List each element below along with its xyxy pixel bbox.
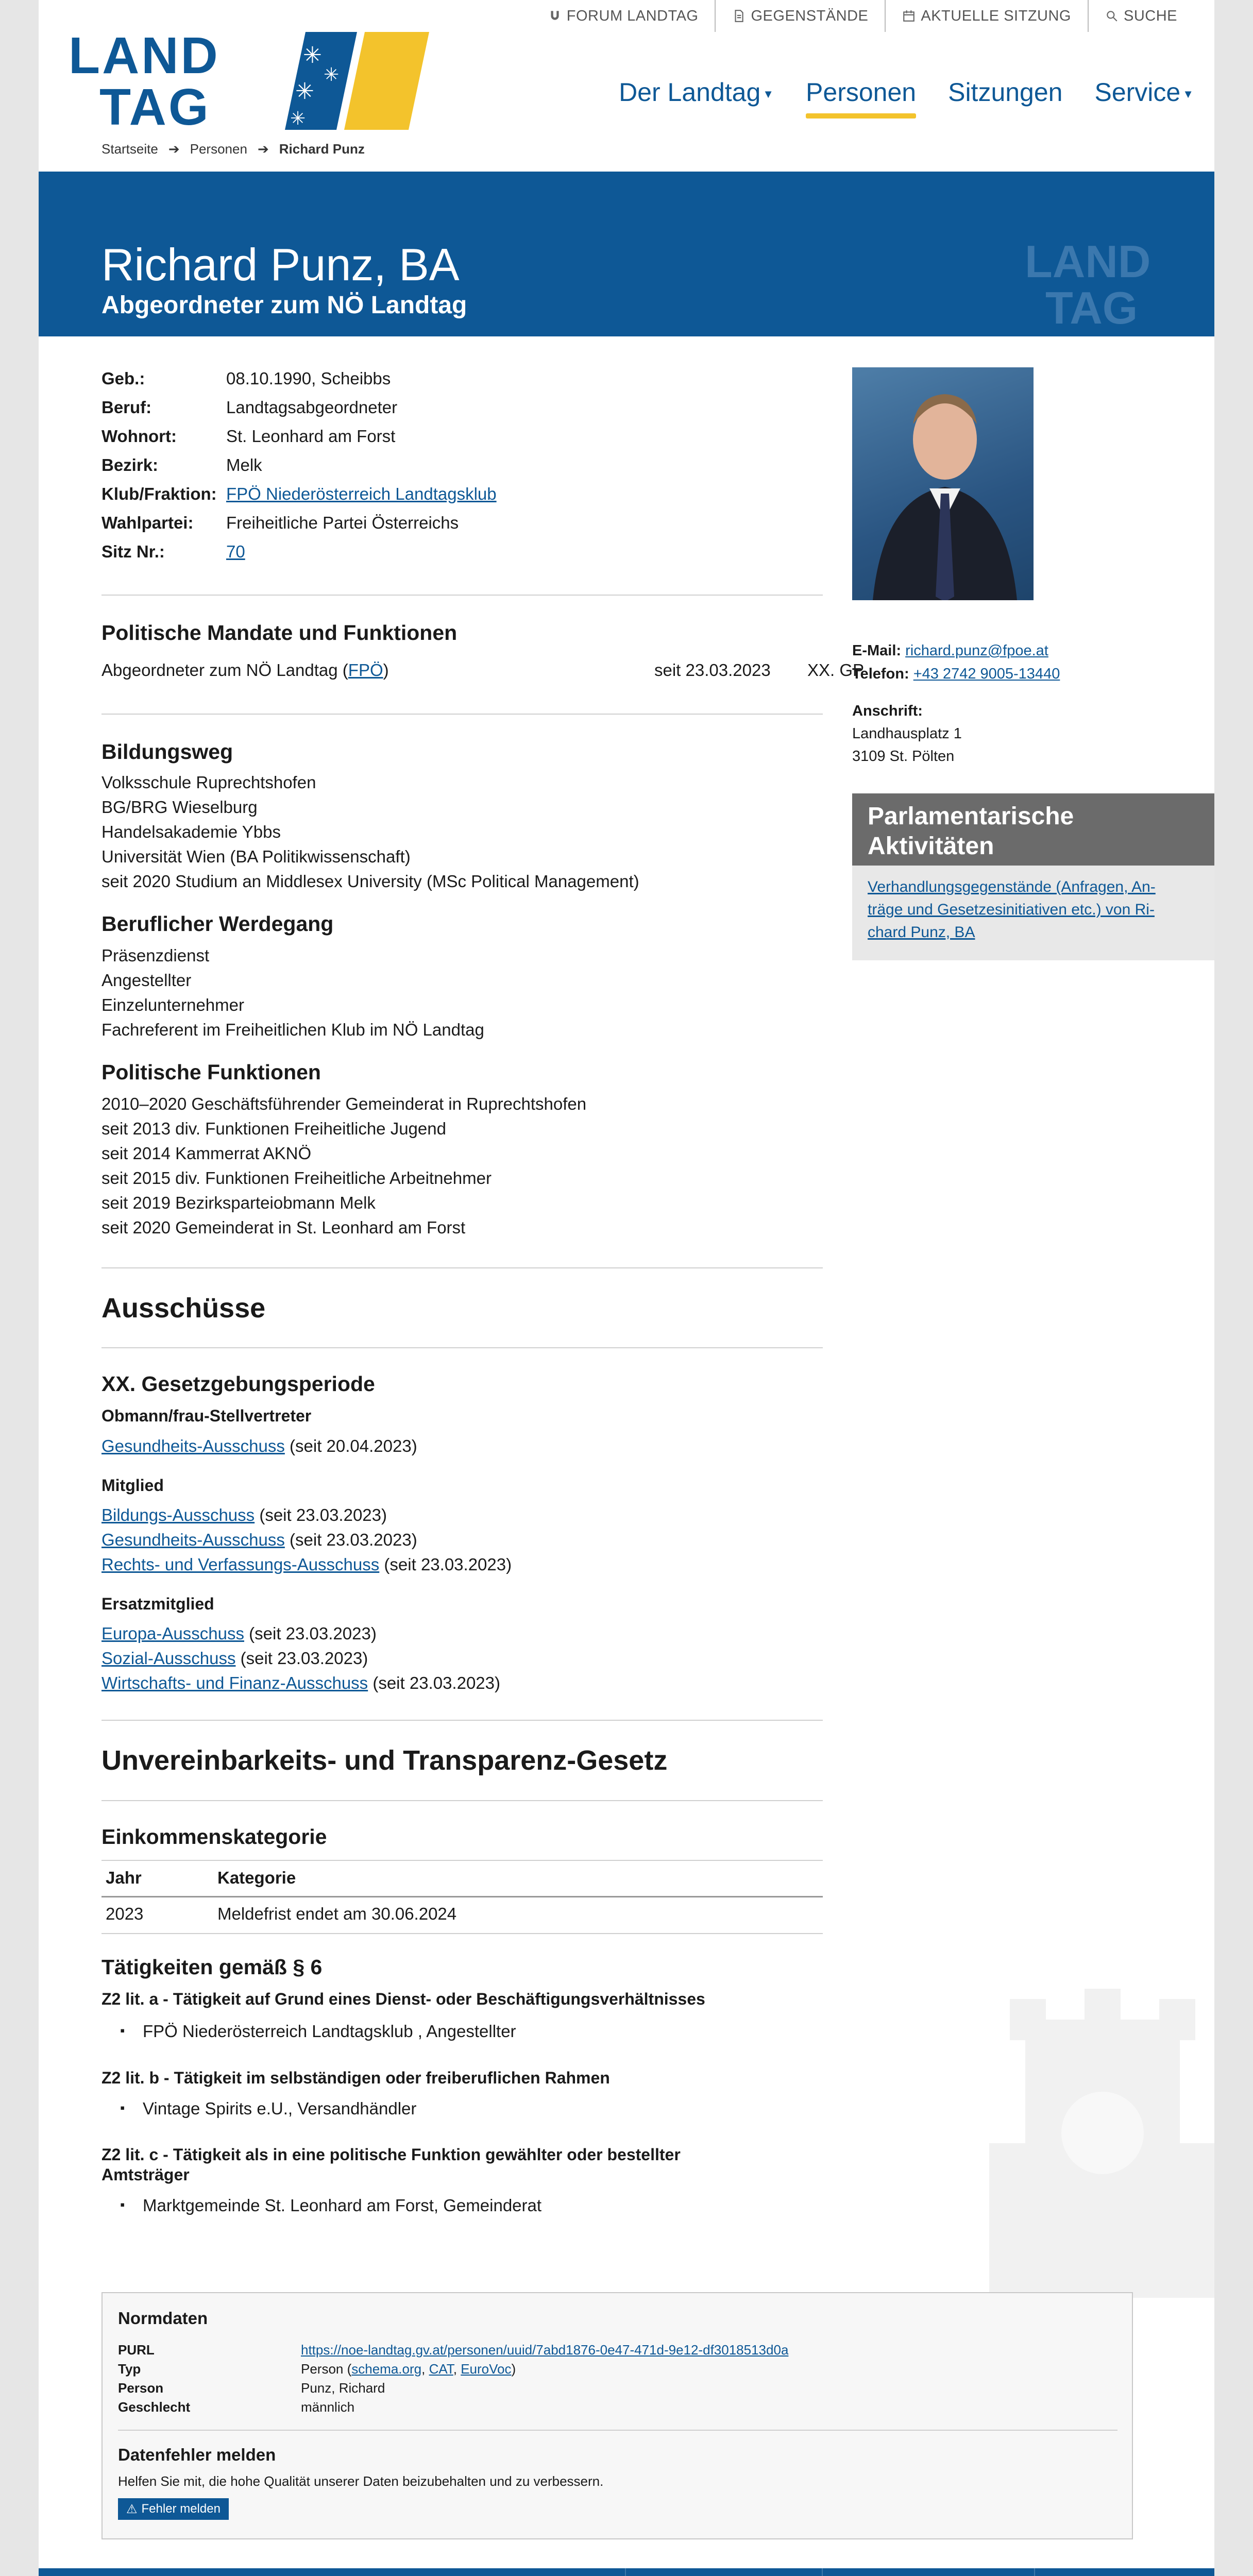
forum-link-label: FORUM LANDTAG	[566, 7, 699, 24]
list-item: Einzelunternehmer	[101, 995, 244, 1014]
breadcrumb	[101, 141, 365, 157]
nav-personen[interactable]: Personen	[806, 77, 916, 118]
divider	[101, 1800, 823, 1801]
svg-text:LAND: LAND	[1025, 241, 1151, 287]
divider	[1034, 2568, 1035, 2576]
contact-phone: Telefon: +43 2742 9005-13440	[852, 666, 1060, 682]
list-item: Fachreferent im Freiheitlichen Klub im NÖ Landtag	[101, 1020, 484, 1039]
normdaten-box: Normdaten PURL https://noe-landtag.gv.at/personen/uuid/7abd1876-0e47-471d-9e12-df3018513d0a Typ Person (schema.org, CAT, EuroVoc) Person Punz, Richard Geschlecht männlich Datenfehler melden Helfen Sie mit, die hohe Qualität unserer Daten beizubehalten und zu verbessern. ⚠ Fehler melden	[101, 2292, 1133, 2539]
committee-item: Gesundheits-Ausschuss (seit 23.03.2023)	[101, 1530, 417, 1549]
list-item: Handelsakademie Ybbs	[101, 822, 281, 841]
aktivitaeten-heading: Parlamentarische Aktivitäten	[852, 793, 1214, 866]
sitz-link[interactable]: 70	[226, 542, 245, 561]
calendar-icon	[902, 9, 916, 23]
address-line: 3109 St. Pölten	[852, 748, 955, 765]
list-item: Volksschule Ruprechtshofen	[101, 773, 316, 792]
schema-org-link[interactable]: schema.org	[351, 2361, 422, 2377]
svg-text:✳: ✳	[324, 64, 340, 85]
document-icon	[732, 9, 746, 23]
portrait-photo	[852, 367, 1034, 600]
ausschuesse-heading: Ausschüsse	[101, 1293, 266, 1324]
svg-text:✳: ✳	[303, 43, 322, 68]
period-heading: XX. Gesetzgebungsperiode	[101, 1372, 375, 1396]
portrait-image	[852, 367, 1034, 600]
list-item: Präsenzdienst	[101, 946, 210, 965]
divider	[101, 1347, 823, 1348]
fpoe-link[interactable]: FPÖ	[348, 660, 383, 680]
fehler-melden-button[interactable]: ⚠ Fehler melden	[118, 2498, 229, 2520]
list-item: seit 2020 Studium an Middlesex University (MSc Political Management)	[101, 872, 639, 891]
email-link[interactable]: richard.punz@fpoe.at	[905, 642, 1048, 659]
address-line: Landhausplatz 1	[852, 725, 962, 742]
group-heading: Obmann/frau-Stellvertreter	[101, 1406, 312, 1425]
aktuelle-sitzung-link[interactable]	[885, 0, 1088, 32]
contact-email: E-Mail: richard.punz@fpoe.at	[852, 642, 1048, 659]
group-heading: Ersatzmitglied	[101, 1595, 214, 1613]
table-header-jahr: Jahr	[106, 1868, 142, 1887]
funktionen-heading: Politische Funktionen	[101, 1060, 321, 1084]
committee-link[interactable]: Bildungs-Ausschuss	[101, 1505, 255, 1524]
nav-sitzungen[interactable]: Sitzungen	[948, 78, 1063, 107]
svg-text:LAND: LAND	[69, 32, 220, 84]
footer	[39, 2568, 1214, 2576]
breadcrumb-personen[interactable]: Personen	[190, 141, 247, 157]
svg-text:✳: ✳	[295, 79, 314, 104]
divider	[822, 2568, 823, 2576]
committee-item: Wirtschafts- und Finanz-Ausschuss (seit 23.03.2023)	[101, 1673, 501, 1692]
table-cell-kategorie: Meldefrist endet am 30.06.2024	[217, 1904, 457, 1923]
table-border	[101, 1860, 823, 1861]
table-border	[101, 1933, 823, 1934]
search-link[interactable]	[1088, 0, 1194, 32]
werdegang-heading: Beruflicher Werdegang	[101, 912, 334, 936]
arrow-right-icon: ➔	[168, 141, 180, 157]
caret-down-icon: ▼	[763, 87, 774, 100]
list-item: Universität Wien (BA Politikwissenschaft)	[101, 847, 411, 866]
verhandlungsgegenstaende-link[interactable]: Verhandlungsgegenstände (Anfragen, An- träge und Gesetzesinitiativen etc.) von Ri- chard Punz, BA	[868, 878, 1156, 941]
divider	[101, 1267, 823, 1268]
klub-link[interactable]: FPÖ Niederösterreich Landtagsklub	[226, 484, 497, 503]
einkommen-heading: Einkommenskategorie	[101, 1825, 327, 1849]
fehler-text: Helfen Sie mit, die hohe Qualität unserer Daten beizubehalten und zu verbessern.	[118, 2473, 604, 2489]
svg-text:✳: ✳	[290, 108, 306, 129]
fehler-heading: Datenfehler melden	[118, 2445, 276, 2464]
caret-down-icon: ▼	[1182, 87, 1194, 100]
list-item: seit 2014 Kammerrat AKNÖ	[101, 1144, 312, 1163]
table-cell-jahr: 2023	[106, 1904, 144, 1923]
list-item: seit 2013 div. Funktionen Freiheitliche Jugend	[101, 1119, 446, 1138]
forum-link[interactable]	[532, 0, 715, 32]
mandate-heading: Politische Mandate und Funktionen	[101, 621, 458, 645]
address-label: Anschrift:	[852, 703, 923, 719]
mandate-since: seit 23.03.2023	[654, 660, 771, 680]
warning-icon: ⚠	[126, 2502, 138, 2516]
committee-item: Gesundheits-Ausschuss (seit 20.04.2023)	[101, 1436, 417, 1455]
committee-link[interactable]: Wirtschafts- und Finanz-Ausschuss	[101, 1673, 368, 1692]
list-item: ▪ FPÖ Niederösterreich Landtagsklub , Angestellter	[143, 2022, 516, 2041]
landtag-logo[interactable]	[69, 32, 429, 130]
list-item: ▪ Marktgemeinde St. Leonhard am Forst, Gemeinderat	[143, 2196, 541, 2215]
gegenstaende-link-label: GEGENSTÄNDE	[751, 7, 869, 24]
nav-der-landtag[interactable]: Der Landtag ▼	[619, 78, 774, 107]
list-item: ▪ Vintage Spirits e.U., Versandhändler	[143, 2099, 416, 2119]
aktuelle-sitzung-link-label: AKTUELLE SITZUNG	[921, 7, 1071, 24]
page-subtitle: Abgeordneter zum NÖ Landtag	[101, 292, 467, 319]
page: FORUM LANDTAG GEGENSTÄNDE AKTUELLE SITZUNG SUCHE LAND TAG ✳ ✳ ✳ ✳ Der Landtag ▼ Personen Sitzungen Service ▼ Startseite ➔ Personen ➔ Richard Punz Richard Punz, BA Abgeordneter zum NÖ Landtag LAND TAG Geb.: 08.10.1990, Scheibbs Beruf: Landtagsabgeordneter Wohnort: St. Leonhard am Forst Bezirk: Melk Klub/Fraktion: FPÖ Niederösterreich Landtagsklub Wahlpartei: Freiheitliche Partei Österreichs Sitz Nr.: 70 Politische Mandate und Funktionen Abgeordneter zum NÖ Landtag (FPÖ) seit 23.03.2023 XX. GP Bildungsweg Volksschule Ruprechtshofen BG/BRG Wieselburg Handelsakademie Ybbs Universität Wien (BA Politikwissenschaft) seit 2020 Studium an Middlesex University (MSc Political Management) Beruflicher Werdegang Präsenzdienst Angestellter Einzelunternehmer Fachreferent im Freiheitlichen Klub im NÖ Landtag Politische Funktionen 2010–2020 Geschäftsführender Gemeinderat in Ruprechtshofen seit 2013 div. Funktionen Freiheitliche Jugend seit 2014 Kammerrat AKNÖ seit 2015 div. Funktionen Freiheitliche Arbeitnehmer seit 2019 Bezirksparteiobmann Melk seit 2020 Gemeinderat in St. Leonhard am Forst Ausschüsse XX. Gesetzgebungsperiode Obmann/frau-Stellvertreter Gesundheits-Ausschuss (seit 20.04.2023) Mitglied Bildungs-Ausschuss (seit 23.03.2023) Gesundheits-Ausschuss (seit 23.03.2023) Rechts- und Verfassungs-Ausschuss (seit 23.03.2023) Ersatzmitglied Europa-Ausschuss (seit 23.03.2023) Sozial-Ausschuss (seit 23.03.2023) Wirtschafts- und Finanz-Ausschuss (seit 23.03.2023) Unvereinbarkeits- und Transparenz-Gesetz Einkommenskategorie Jahr Kategorie 2023 Meldefrist endet am 30.06.2024 Tätigkeiten gemäß § 6 Z2 lit. a - Tätigkeit auf Grund eines Dienst- oder Beschäftigungsverhältnisses ▪ FPÖ Niederösterreich Landtagsklub , Angestellter Z2 lit. b - Tätigkeit im selbständigen oder freiberuflichen Rahmen ▪ Vintage Spirits e.U., Versandhändler Z2 lit. c - Tätigkeit als in eine politische Funktion gewählter oder bestellter Amtsträger ▪ Marktgemeinde St. Leonhard am Forst, Gemeinderat E-Mail: richard.punz@fpoe.at Telefon: +43 2742 9005-13440 Anschrift: Landhausplatz 1 3109 St. Pölten Parlamentarische Aktivitäten Verhandlungsgegenstände (Anfragen, An- träge und Gesetzesinitiativen etc.) von Ri- chard Punz, BA Normdaten PURL https://noe-landtag.gv.at/personen/uuid/7abd1876-0e47-471d-9e12-df3018513d0a Typ Person (schema.org, CAT, EuroVoc) Person Punz, Richard Geschlecht männlich Datenfehler melden Helfen Sie mit, die hohe Qualität unserer Daten beizubehalten und zu verbessern. ⚠ Fehler melden	[39, 0, 1214, 2576]
list-item: seit 2020 Gemeinderat in St. Leonhard am Forst	[101, 1218, 466, 1237]
committee-item: Sozial-Ausschuss (seit 23.03.2023)	[101, 1649, 368, 1668]
transparenz-heading: Unvereinbarkeits- und Transparenz-Gesetz	[101, 1745, 668, 1776]
divider	[101, 595, 823, 596]
divider	[101, 1720, 823, 1721]
breadcrumb-startseite[interactable]: Startseite	[101, 141, 158, 157]
list-item: seit 2015 div. Funktionen Freiheitliche Arbeitnehmer	[101, 1168, 492, 1188]
list-item: 2010–2020 Geschäftsführender Gemeinderat in Ruprechtshofen	[101, 1094, 587, 1113]
parlamentarische-aktivitaeten-box	[852, 793, 1214, 960]
z2b-heading: Z2 lit. b - Tätigkeit im selbständigen oder freiberuflichen Rahmen	[101, 2069, 610, 2087]
bildungsweg-heading: Bildungsweg	[101, 740, 233, 764]
divider	[625, 2568, 626, 2576]
taetigkeiten-heading: Tätigkeiten gemäß § 6	[101, 1955, 323, 1979]
breadcrumb-current: Richard Punz	[279, 141, 365, 157]
page-title: Richard Punz, BA	[101, 239, 460, 290]
z2c-heading-cont: Amtsträger	[101, 2165, 190, 2184]
horseshoe-icon	[548, 9, 562, 23]
svg-text:TAG: TAG	[1045, 282, 1138, 326]
z2a-heading: Z2 lit. a - Tätigkeit auf Grund eines Dienst- oder Beschäftigungsverhältnisses	[101, 1990, 705, 2008]
committee-item: Europa-Ausschuss (seit 23.03.2023)	[101, 1624, 377, 1643]
phone-link[interactable]: +43 2742 9005-13440	[913, 666, 1060, 682]
table-header-kategorie: Kategorie	[217, 1868, 296, 1887]
cat-link[interactable]: CAT	[429, 2361, 453, 2377]
committee-link[interactable]: Europa-Ausschuss	[101, 1624, 244, 1643]
coat-of-arms-watermark	[989, 1989, 1214, 2298]
svg-text:TAG: TAG	[99, 78, 211, 130]
arrow-right-icon: ➔	[257, 141, 269, 157]
group-heading: Mitglied	[101, 1476, 164, 1495]
list-item: BG/BRG Wieselburg	[101, 798, 258, 817]
list-item: Angestellter	[101, 971, 192, 990]
divider	[101, 714, 823, 715]
committee-item: Rechts- und Verfassungs-Ausschuss (seit 23.03.2023)	[101, 1555, 512, 1574]
list-item: seit 2019 Bezirksparteiobmann Melk	[101, 1193, 376, 1212]
utility-nav	[532, 0, 1194, 32]
committee-link[interactable]: Sozial-Ausschuss	[101, 1649, 236, 1668]
committee-link[interactable]: Rechts- und Verfassungs-Ausschuss	[101, 1555, 380, 1574]
committee-link[interactable]: Gesundheits-Ausschuss	[101, 1530, 285, 1549]
hero-banner	[39, 172, 1214, 336]
z2c-heading: Z2 lit. c - Tätigkeit als in eine politische Funktion gewählter oder bestellter	[101, 2145, 681, 2164]
mandate-role: Abgeordneter zum NÖ Landtag (FPÖ)	[101, 660, 389, 680]
normdaten-heading: Normdaten	[118, 2309, 208, 2328]
landtag-watermark-logo	[1025, 241, 1195, 326]
main-nav	[619, 77, 1194, 118]
search-link-label: SUCHE	[1123, 7, 1177, 24]
mandate-gp: XX. GP	[807, 660, 865, 680]
nav-service[interactable]: Service ▼	[1094, 78, 1194, 107]
committee-item: Bildungs-Ausschuss (seit 23.03.2023)	[101, 1505, 387, 1524]
divider	[118, 2430, 1117, 2431]
eurovoc-link[interactable]: EuroVoc	[461, 2361, 512, 2377]
table-border	[101, 1896, 823, 1897]
gegenstaende-link[interactable]	[715, 0, 885, 32]
purl-link[interactable]: https://noe-landtag.gv.at/personen/uuid/7abd1876-0e47-471d-9e12-df3018513d0a	[301, 2342, 789, 2358]
search-icon	[1105, 9, 1119, 23]
committee-link[interactable]: Gesundheits-Ausschuss	[101, 1436, 285, 1455]
